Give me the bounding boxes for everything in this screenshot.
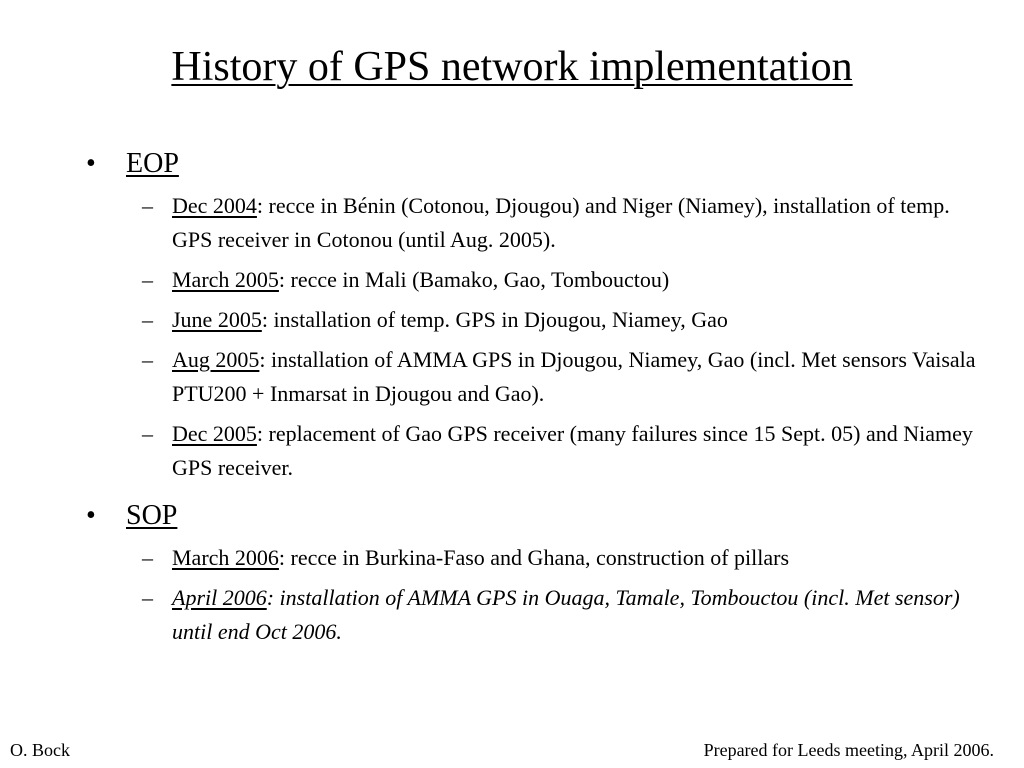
item-text: : installation of AMMA GPS in Ouaga, Tamale, Tombouctou (incl. Met sensor) until end Oct 2006. — [172, 585, 960, 644]
section-heading-eop: EOP — [126, 148, 179, 179]
list-item — [126, 263, 986, 297]
item-date: Aug 2005 — [172, 347, 260, 372]
item-text: : recce in Bénin (Cotonou, Djougou) and Niger (Niamey), installation of temp. GPS receiver in Cotonou (until Aug. 2005). — [172, 193, 950, 252]
list-item — [126, 417, 986, 485]
list-item — [126, 581, 986, 649]
section-list — [86, 145, 986, 649]
item-date: Dec 2005 — [172, 421, 257, 446]
item-text: : recce in Burkina-Faso and Ghana, construction of pillars — [278, 545, 790, 570]
item-text: : replacement of Gao GPS receiver (many failures since 15 Sept. 05) and Niamey GPS receiver. — [172, 421, 973, 480]
dash-icon: – — [142, 307, 153, 332]
bullet-icon: • — [86, 500, 96, 531]
dash-icon: – — [142, 193, 153, 218]
dash-icon: – — [142, 267, 153, 292]
item-text: : recce in Mali (Bamako, Gao, Tombouctou) — [278, 267, 670, 292]
list-item — [126, 343, 986, 411]
item-date: March 2006 — [172, 545, 279, 570]
section-sop — [86, 497, 986, 649]
footer-author: O. Bock — [10, 740, 70, 760]
slide-content — [86, 145, 986, 655]
list-item — [126, 303, 986, 337]
item-text: : installation of AMMA GPS in Djougou, Niamey, Gao (incl. Met sensors Vaisala PTU200 + Inmarsat in Djougou and Gao). — [172, 347, 976, 406]
item-date: April 2006 — [172, 585, 267, 610]
section-eop — [86, 145, 986, 485]
item-date: June 2005 — [172, 307, 262, 332]
sop-sub-list — [126, 541, 986, 649]
section-heading-sop: SOP — [126, 500, 178, 531]
item-date: March 2005 — [172, 267, 279, 292]
list-item — [126, 541, 986, 575]
item-date: Dec 2004 — [172, 193, 257, 218]
bullet-icon: • — [86, 148, 96, 179]
eop-sub-list — [126, 189, 986, 485]
item-text: : installation of temp. GPS in Djougou, Niamey, Gao — [261, 307, 728, 332]
dash-icon: – — [142, 421, 153, 446]
dash-icon: – — [142, 585, 153, 610]
footer-note: Prepared for Leeds meeting, April 2006. — [703, 740, 994, 760]
dash-icon: – — [142, 545, 153, 570]
dash-icon: – — [142, 347, 153, 372]
list-item — [126, 189, 986, 257]
slide-title: History of GPS network implementation — [171, 44, 853, 90]
